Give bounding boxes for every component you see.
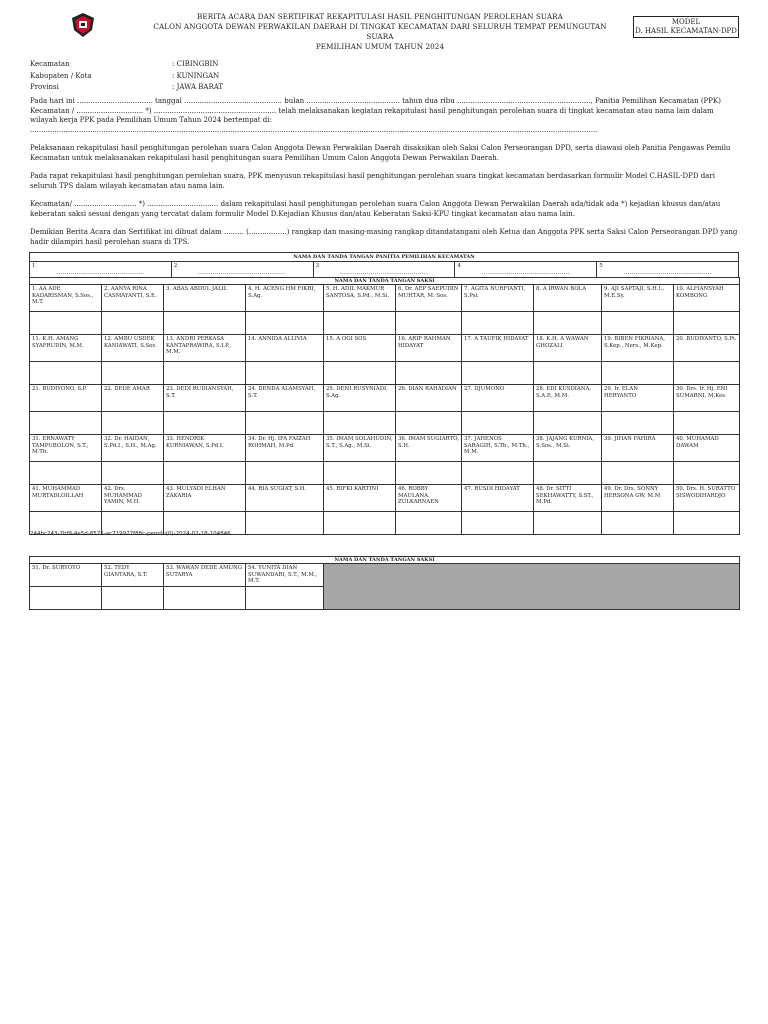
witness-signature-row — [30, 362, 740, 385]
slot-number: 4 — [457, 263, 461, 269]
witness-signature-cell[interactable] — [396, 362, 462, 385]
witness-signature-cell[interactable] — [462, 412, 534, 435]
witness-name-cell: 28. EDI KUSDIANA, S.A.P., M.M. — [534, 385, 602, 412]
ppk-signature-slot[interactable] — [455, 262, 597, 278]
witness-signature-cell[interactable] — [534, 362, 602, 385]
info-row-provinsi — [30, 82, 223, 94]
paragraph-incidents: Kecamatan/ ............................ *) ................................ dalam rekapitulasi hasil penghitungan perolehan suara Calon Anggota Dewan Perwakilan Daerah ada/tidak ada *) kejadian khusus dan/atau keberatan saksi sesuai dengan yang tercatat dalam formulir Model D.Kejadian Khusus dan/atau Keberatan Saksi-KPU tingkat kecamatan atau nama lain. — [30, 200, 721, 218]
witness-signature-cell[interactable] — [164, 312, 246, 335]
witness-name-cell: 41. MUHAMMAD MURTADLOILLAH — [30, 485, 102, 512]
witness-signature-cell[interactable] — [462, 362, 534, 385]
witness-name-cell: 46. ROBBY MAULANA ZULKARNAEN — [396, 485, 462, 512]
witness-signature-cell[interactable] — [102, 587, 164, 610]
witness-name-cell: 49. Dr. Drs. SONNY HERSONA GW, M.M — [602, 485, 674, 512]
witness-signature-cell[interactable] — [324, 412, 396, 435]
witness-name-cell: 34. Dr. Hj. IFA FAIZAH ROHMAH, M.Pd. — [246, 435, 324, 462]
ppk-signature-slot[interactable] — [30, 262, 172, 278]
witness-signature-cell[interactable] — [164, 362, 246, 385]
witness-name-row — [30, 335, 740, 362]
witness-signature-cell[interactable] — [602, 412, 674, 435]
witness-signature-cell[interactable] — [674, 412, 740, 435]
witness-signature-cell[interactable] — [30, 312, 102, 335]
witness-name-cell: 16. ARIF RAHMAN HIDAYAT — [396, 335, 462, 362]
witness-name-cell: 54. YUNITA DIAN SUWANDARI, S.T., M.M., M.T. — [246, 564, 324, 587]
paragraph-closing: Demikian Berita Acara dan Sertifikat ini dibuat dalam ......... (.................) rangkap dan masing-masing rangkap ditandatangani oleh Ketua dan Anggota PPK serta Saksi Calon Perseorangan DPD yang hadir dilampiri hasil perolehan suara di TPS. — [30, 228, 738, 246]
witness-signature-cell[interactable] — [534, 412, 602, 435]
witness-name-cell: 11. K.H. AMANG SYAFRUDIN, M.M. — [30, 335, 102, 362]
witness-name-cell: 13. ANDRI PERKASA KANTAPRAWIRA, S.I.P., M.M. — [164, 335, 246, 362]
witness-name-cell: 37. JAHENOS SARAGIH, S.Th., M.Th., M.M. — [462, 435, 534, 462]
paragraph-recap: Pada rapat rekapitulasi hasil penghitungan perolehan suara, PPK menyusun rekapitulasi hasil penghitungan perolehan suara tingkat kecamatan berdasarkan formulir Model C.HASIL-DPD dari seluruh TPS dalam wilayah kecamatan atau nama lain. — [30, 172, 715, 190]
witness-name-cell: 15. A OGI SOS — [324, 335, 396, 362]
witness-name-cell: 1. AA ADE KADARISMAN, S.Sos., M.T. — [30, 285, 102, 312]
signature-line: ........................................... — [198, 270, 287, 276]
witness-name-cell: 53. WAWAN DEDE AMUNG SUTARYA — [164, 564, 246, 587]
title-line-3: PEMILIHAN UMUM TAHUN 2024 — [315, 42, 445, 51]
info-label: Kabupaten / Kota — [30, 71, 92, 80]
witness-signature-cell[interactable] — [396, 312, 462, 335]
witness-name-cell: 17. A TAUFIK HIDAYAT — [462, 335, 534, 362]
witness-name-cell: 2. AANYA RINA CASMAYANTI, S.E. — [102, 285, 164, 312]
ppk-signature-table — [29, 252, 739, 278]
witness-name-cell: 22. DEDE AMAR — [102, 385, 164, 412]
witness-name-cell: 27. DJUMONO — [462, 385, 534, 412]
slot-number: 3 — [315, 263, 320, 269]
info-value: : KUNINGAN — [172, 71, 220, 80]
witness-signature-cell[interactable] — [102, 412, 164, 435]
witness-signature-cell[interactable] — [462, 512, 534, 535]
slot-number: 1 — [32, 263, 36, 269]
witness-name-cell: 7. AGITA NURFIANTI, S.Psi. — [462, 285, 534, 312]
witness-signature-cell[interactable] — [324, 362, 396, 385]
witness-signature-cell[interactable] — [30, 362, 102, 385]
witness-name-cell: 48. Dr. SITTI SEKHAWATTY, S.ST., M.Pd. — [534, 485, 602, 512]
witness-signature-cell[interactable] — [246, 312, 324, 335]
witness-name-cell: 32. Dr. HAIDAN, S.Pd.I., S.H., M.Ag. — [102, 435, 164, 462]
statement-paragraphs — [30, 97, 742, 256]
info-label: Provinsi — [30, 83, 59, 91]
paragraph-witness: Pelaksanaan rekapitulasi hasil penghitungan perolehan suara Calon Anggota Dewan Perwakilan Daerah disaksikan oleh Saksi Calon Perseorangan DPD, serta diawasi oleh Panitia Pengawas Pemilu Kecamatan untuk melaksanakan rekapitulasi hasil penghitungan suara Pemilihan Umum Calon Anggota Dewan Perwakilan Daerah. — [30, 144, 731, 162]
witness-signature-cell[interactable] — [534, 462, 602, 485]
witness-signature-cell[interactable] — [462, 312, 534, 335]
witness-signature-cell[interactable] — [164, 462, 246, 485]
witness-name-cell: 31. ERNAWATY TAMPUBOLON, S.T., M.Th. — [30, 435, 102, 462]
witness-name-cell: 8. A IRWAN BOLA — [534, 285, 602, 312]
witness-signature-table — [29, 277, 740, 535]
witness-name-cell: 21. BUDIYONO, S.P. — [30, 385, 102, 412]
witness-name-cell: 4. H. ACENG HM FIKRI, S.Ag. — [246, 285, 324, 312]
witness-name-row — [30, 385, 740, 412]
info-row-kabupaten — [30, 71, 223, 83]
witness-name-cell: 19. BIBEN FIKRIANA, S.Kep., Ners., M.Kep. — [602, 335, 674, 362]
witness-name-cell: 24. DENDA ALAMSYAH, S.T. — [246, 385, 324, 412]
witness-signature-cell[interactable] — [246, 412, 324, 435]
witness-name-cell: 29. Ir. ELAN HERYANTO — [602, 385, 674, 412]
witness-name-cell: 33. HENDRIK KURNIAWAN, S.Pd.I. — [164, 435, 246, 462]
witness-name-cell: 25. DENI RUSYNIADI, S.Ag. — [324, 385, 396, 412]
ppk-signature-slot[interactable] — [171, 262, 313, 278]
witness-name-cell: 5. H. ADIL MAKMUR SANTOSA, S.Pd., M.Si. — [324, 285, 396, 312]
signature-line: ........................................... — [339, 270, 429, 276]
model-label: MODEL — [671, 18, 701, 26]
witness-signature-row — [30, 312, 740, 335]
witness-signature-cell[interactable] — [396, 462, 462, 485]
info-value: : JAWA BARAT — [172, 83, 224, 91]
witness-signature-cell[interactable] — [246, 362, 324, 385]
witness-signature-cell[interactable] — [674, 362, 740, 385]
info-value: : CIBINGBIN — [172, 60, 219, 68]
witness-signature-cell[interactable] — [324, 462, 396, 485]
witness-name-row — [30, 435, 740, 462]
witness-signature-cell[interactable] — [602, 362, 674, 385]
model-box — [633, 16, 739, 38]
ppk-table-heading: NAMA DAN TANDA TANGAN PANITIA PEMILIHAN KECAMATAN — [30, 253, 739, 262]
document-id: 244bc243-7bf9-4e5d-8575-ac719927f88c-pemilu(0)-2024-02-18-104846 — [30, 531, 231, 537]
signature-line: ........................................... — [623, 270, 712, 276]
witness-signature-row — [30, 412, 740, 435]
witness-signature-cell[interactable] — [396, 512, 462, 535]
witness-name-cell: 50. Drs. H. SURATTO SISWODIHARDJO — [674, 485, 740, 512]
witness-name-cell: 38. JAJANG KURNIA, S.Sos., M.Si. — [534, 435, 602, 462]
signature-line: ........................................... — [56, 270, 145, 276]
witness-signature-cell[interactable] — [30, 412, 102, 435]
witness-name-cell: 12. AMBU USDEK KANIAWATI, S.Sos. — [102, 335, 164, 362]
witness-name-cell: 9. AJI SAPTAJI, S.H.I., M.E.Sy. — [602, 285, 674, 312]
witness-signature-row — [30, 462, 740, 485]
witness-table-heading-2: NAMA DAN TANDA TANGAN SAKSI — [30, 557, 740, 564]
witness-signature-cell[interactable] — [164, 587, 246, 610]
witness-signature-cell[interactable] — [462, 462, 534, 485]
witness-name-cell: 43. MULYADI ELHAN ZAKARIA — [164, 485, 246, 512]
witness-signature-cell[interactable] — [246, 512, 324, 535]
slot-number: 5 — [599, 263, 603, 269]
document-title — [150, 12, 610, 52]
witness-signature-cell[interactable] — [102, 312, 164, 335]
witness-signature-cell[interactable] — [396, 412, 462, 435]
info-label: Kecamatan — [30, 60, 70, 68]
witness-name-cell: 18. K.H. A WAWAN GHOZALI — [534, 335, 602, 362]
witness-name-cell: 40. MUHAMAD DAWAM — [674, 435, 740, 462]
title-line-1: BERITA ACARA DAN SERTIFIKAT REKAPITULASI HASIL PENGHITUNGAN PEROLEHAN SUARA — [197, 12, 563, 21]
witness-signature-cell[interactable] — [102, 362, 164, 385]
ppk-signature-slot[interactable] — [313, 262, 455, 278]
witness-signature-cell[interactable] — [674, 462, 740, 485]
unused-area — [324, 564, 740, 610]
info-row-kecamatan — [30, 59, 223, 71]
witness-name-cell: 23. DEDI RUDIANSYAH, S.T. — [164, 385, 246, 412]
witness-name-cell: 42. Drs. MUHAMMAD YAMIN, M.H. — [102, 485, 164, 512]
witness-name-cell: 36. IMAM SUGIARTO, S.H. — [396, 435, 462, 462]
witness-name-cell: 35. IMAM SOLAHUDIN, S.T., S.Ag., M.Si. — [324, 435, 396, 462]
witness-name-cell: 52. TEDY GIANTARA, S.T. — [102, 564, 164, 587]
ppk-signature-slot[interactable] — [597, 262, 739, 278]
witness-signature-cell[interactable] — [246, 462, 324, 485]
witness-signature-cell[interactable] — [602, 312, 674, 335]
witness-signature-cell[interactable] — [30, 587, 102, 610]
witness-signature-cell[interactable] — [602, 462, 674, 485]
witness-name-cell: 26. DIAN RAHADIAN — [396, 385, 462, 412]
model-code: D. HASIL KECAMATAN-DPD — [635, 27, 737, 35]
witness-name-cell: 20. BUDIYANTO, S.Pi. — [674, 335, 740, 362]
paragraph-opening: Pada hari ini .................................. tanggal ............................................ bulan .......................................... tahun dua ribu ............................................................, Panitia Pemilihan Kecamatan (PPK) Kecamatan / .............................. *) ....................................................... telah melaksanakan kegiatan rekapitulasi hasil penghitungan perolehan suara di tingkat kecamatan atau nama lain dalam wilayah kerja PPK pada Pemilihan Umum Tahun 2024 bertempat di: ............................................................................................................................................................................................................................................................... — [30, 97, 721, 134]
witness-signature-cell[interactable] — [30, 462, 102, 485]
witness-signature-table-2 — [29, 556, 740, 610]
witness-name-cell: 45. RIFKI KARTINI — [324, 485, 396, 512]
witness-name-cell: 10. ALFIANSYAH KOMBONG — [674, 285, 740, 312]
witness-table-heading: NAMA DAN TANDA TANGAN SAKSI — [30, 278, 740, 285]
witness-signature-cell[interactable] — [324, 512, 396, 535]
kpu-logo — [70, 12, 96, 38]
signature-line: ........................................... — [481, 270, 570, 276]
witness-signature-cell[interactable] — [602, 512, 674, 535]
witness-name-cell: 30. Drs. Ir. Hj. ENI SUMARNI, M.Kes. — [674, 385, 740, 412]
slot-number: 2 — [173, 263, 178, 269]
witness-signature-cell[interactable] — [534, 312, 602, 335]
witness-name-cell: 51. Dr. SURYOYO — [30, 564, 102, 587]
witness-signature-cell[interactable] — [674, 512, 740, 535]
witness-signature-cell[interactable] — [102, 462, 164, 485]
witness-name-cell: 39. JIHAN FAHIRA — [602, 435, 674, 462]
witness-name-row — [30, 485, 740, 512]
witness-name-cell: 3. ABAS ABDUL JALIL — [164, 285, 246, 312]
witness-name-cell: 44. RIA SUGIAT, S.H. — [246, 485, 324, 512]
witness-signature-cell[interactable] — [674, 312, 740, 335]
witness-name-cell: 6. Dr. AEP SAEPUDIN MUHTAR, M. Sos. — [396, 285, 462, 312]
location-info — [30, 59, 223, 94]
witness-signature-cell[interactable] — [246, 587, 324, 610]
witness-signature-cell[interactable] — [324, 312, 396, 335]
witness-name-cell: 14. ANNIDA ALLIVIA — [246, 335, 324, 362]
witness-name-cell: 47. RUSDI HIDAYAT — [462, 485, 534, 512]
witness-signature-cell[interactable] — [534, 512, 602, 535]
witness-name-row — [30, 285, 740, 312]
witness-signature-cell[interactable] — [164, 412, 246, 435]
title-line-2: CALON ANGGOTA DEWAN PERWAKILAN DAERAH DI TINGKAT KECAMATAN DARI SELURUH TEMPAT PEMUNGUTAN SUARA — [153, 22, 607, 41]
